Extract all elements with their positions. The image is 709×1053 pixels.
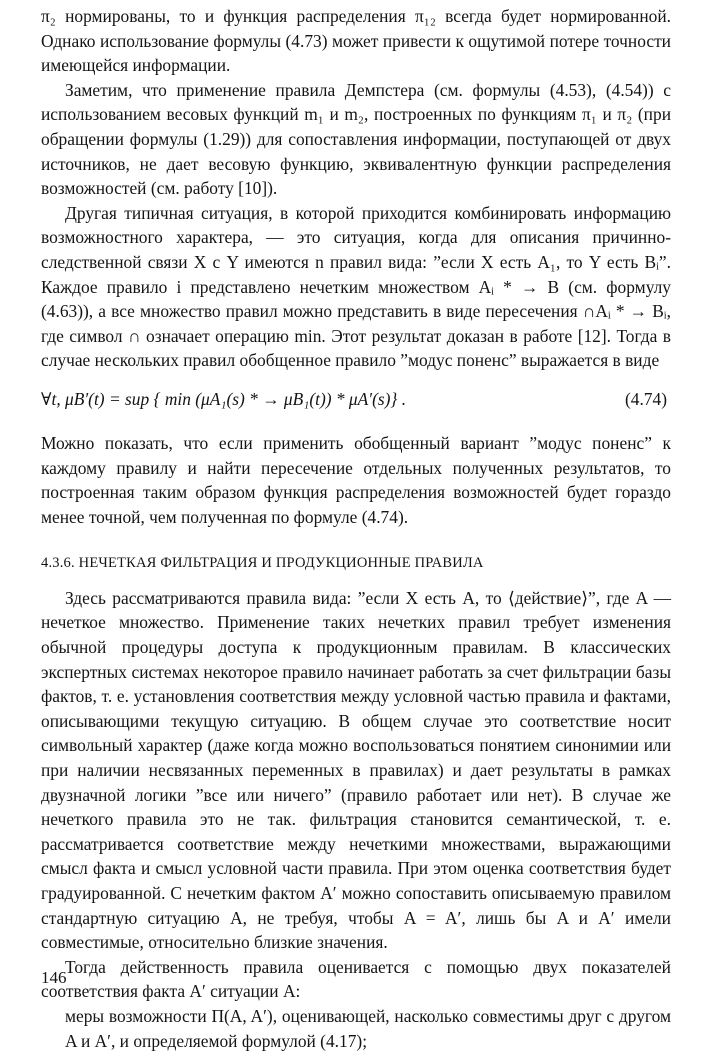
section-heading: 4.3.6. НЕЧЕТКАЯ ФИЛЬТРАЦИЯ И ПРОДУКЦИОННЫЕ ПРАВИЛА [41, 555, 484, 572]
paragraph-dempster: Заметим, что применение правила Демпстера (см. формулы (4.53), (4.54)) с использованием весовых функций m₁ и m₂, построенных по функциям π₁ и π₂ (при обращении формулы (1.29)) для сопоставления информации, поступающей от двух источников, не дает весовую функцию, эквивалентную функции распределения возможностей (см. работу [10]). [41, 79, 671, 199]
formula-expression: ∀t, μB′(t) = sup { min (μA₁(s) * → μB₁(t)) * μA′(s)} . [41, 388, 407, 409]
paragraph-fuzzy-filtering: Здесь рассматриваются правила вида: ”если X есть A, то ⟨действие⟩”, где A — нечеткое множество. Применение таких нечетких правил требует изменения обычной процедуры доступа к продукционным правилам. В классических экспертных системах некоторое правило начинает работать за счет фильтрации базы фактов, т. е. установления соответствия между условной частью правила и фактами, описывающими текущую ситуацию. В общем случае это соответствие носит символьный характер (даже когда можно воспользоваться понятием синонимии или при наличии несвязанных переменных в правилах) и дает результаты в рамках двузначной логики ”все или ничего” (правило работает или нет). В случае же нечеткого правила это не так. фильтрация становится семантической, т. е. рассматривается соответствие между нечеткими множествами, выражающими смысл факта и смысл условной части правила. При этом оценка соответствия будет градуированной. С нечетким фактом A′ можно сопоставить описываемую правилом стандартную ситуацию A, не требуя, чтобы A = A′, лишь бы A и A′ имели совместимые, относительно близкие значения. [41, 587, 671, 953]
list-item-possibility-measure: меры возможности Π(A, A′), оценивающей, насколько совместимы друг с другом A и A′, и определяемой формулой (4.17); [65, 1005, 671, 1051]
formula-number: (4.74) [624, 388, 667, 409]
paragraph-modus-ponens: Можно показать, что если применить обобщенный вариант ”модус поненс” к каждому правилу и найти пересечение отдельных полученных результатов, то построенная таким образом функция распределения возможностей будет гораздо менее точной, чем полученная по формуле (4.74). [41, 432, 671, 527]
formula-4-74 [41, 381, 671, 421]
paragraph-causal-rules: Другая типичная ситуация, в которой приходится комбинировать информацию возможностного характера, — это ситуация, когда для описания причинно-следственной связи X с Y имеются n правил вида: ”если X есть A₁, то Y есть Bᵢ”. Каждое правило i представлено нечетким множеством Aᵢ * → B (см. формулу (4.63)), а все множество правил можно представить в виде пересечения ∩Aᵢ * → Bᵢ, где символ ∩ означает операцию min. Этот результат доказан в работе [12]. Тогда в случае нескольких правил обобщенное правило ”модус поненс” выражается в виде [41, 202, 671, 371]
paragraph-two-measures: Тогда действенность правила оценивается с помощью двух показателей соответствия факта A′ ситуации A: [41, 956, 671, 1002]
paragraph-continuation: π₂ нормированы, то и функция распределения π₁₂ всегда будет нормированной. Однако использование формулы (4.73) может привести к ощутимой потере точности имеющейся информации. [41, 6, 671, 76]
page-number: 146 [41, 968, 67, 987]
page-body [41, 4, 671, 1053]
